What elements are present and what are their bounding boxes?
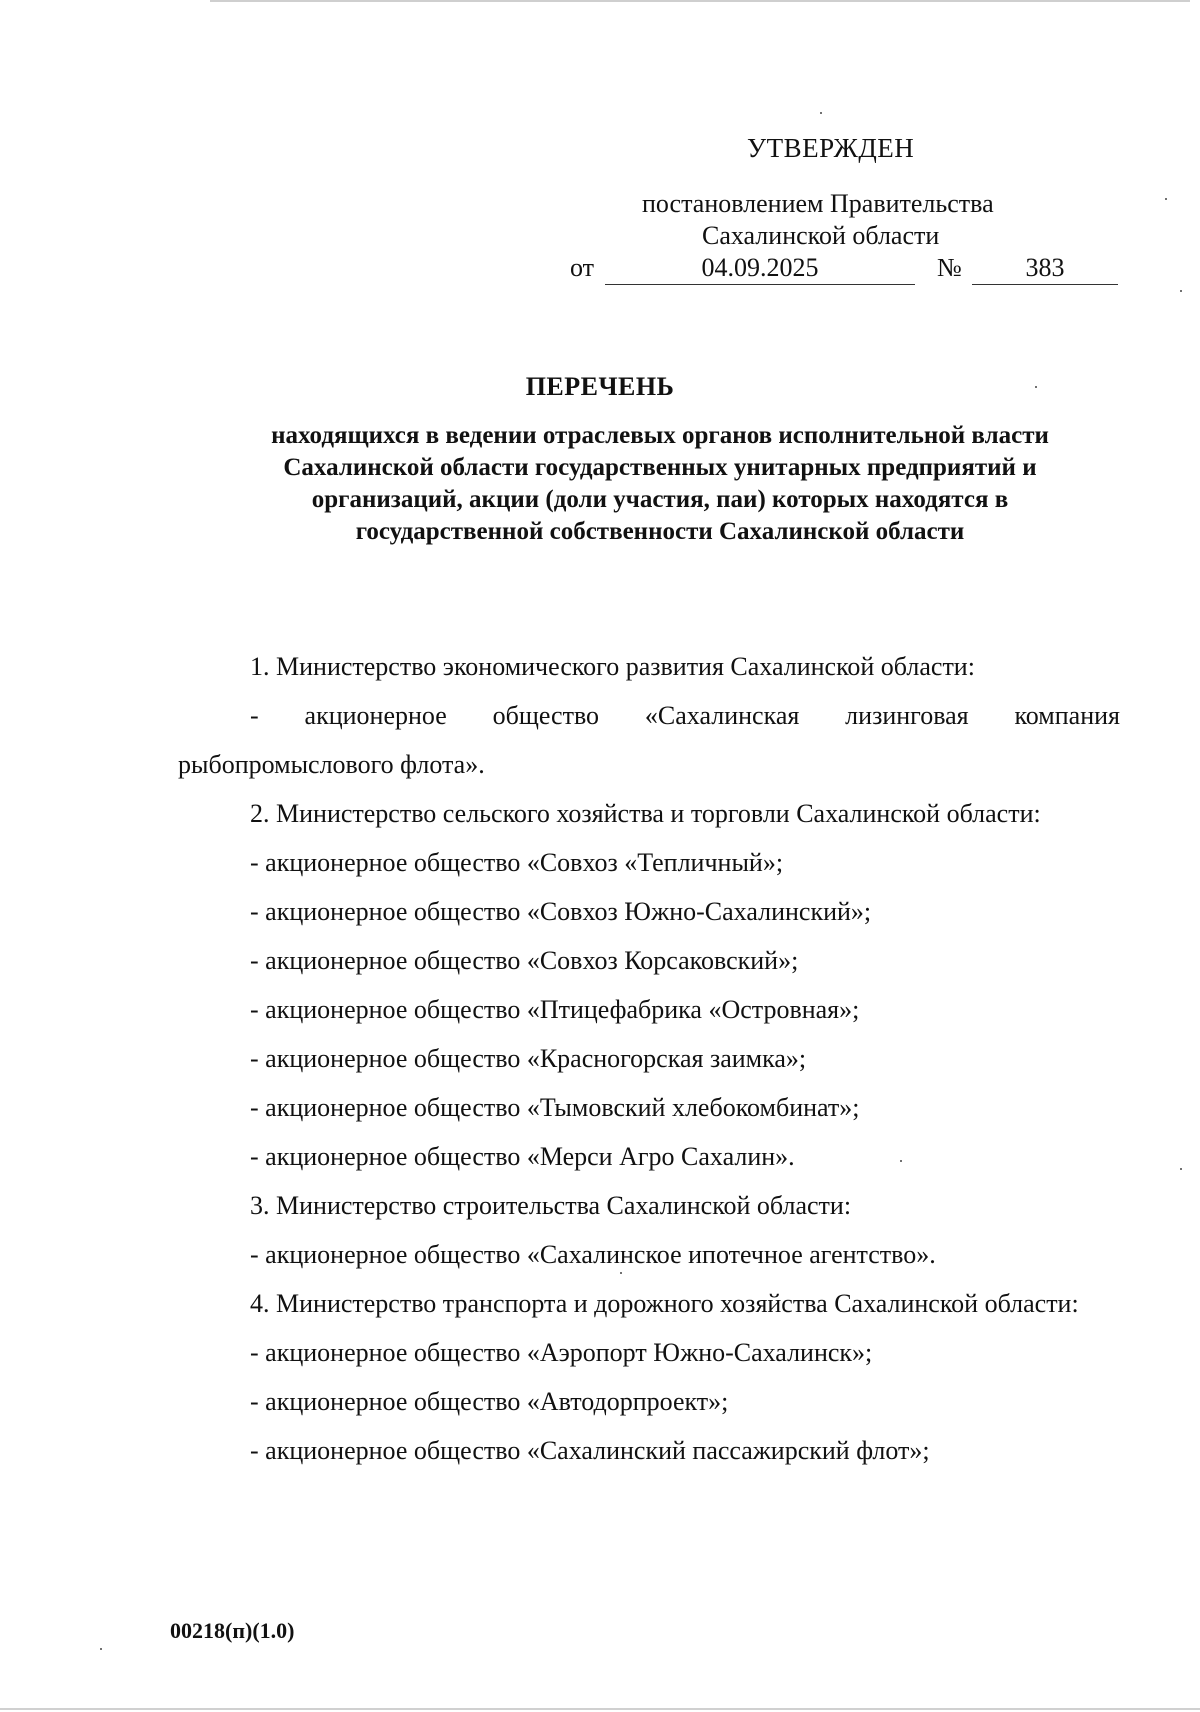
- approval-date: 04.09.2025: [701, 253, 819, 282]
- approval-number-field: [972, 252, 1118, 285]
- list-item: - акционерное общество «Тымовский хлебокомбинат»;: [250, 1093, 860, 1122]
- number-label: №: [937, 253, 962, 282]
- from-label: от: [570, 253, 595, 282]
- scan-speck: [100, 1648, 102, 1650]
- subtitle-line: Сахалинской области государственных унитарных предприятий и: [283, 454, 1037, 481]
- subtitle-line: находящихся в ведении отраслевых органов исполнительной власти: [271, 422, 1049, 449]
- approval-region: Сахалинской области: [702, 221, 940, 250]
- list-item: - акционерное общество «Совхоз «Тепличный»;: [250, 848, 784, 877]
- list-item: - акционерное общество «Аэропорт Южно-Сахалинск»;: [250, 1338, 873, 1367]
- approval-number: 383: [1025, 253, 1065, 282]
- subtitle-line: организаций, акции (доли участия, паи) которых находятся в: [311, 486, 1009, 513]
- list-item: - акционерное общество «Сахалинское ипотечное агентство».: [250, 1240, 936, 1269]
- list-item: - акционерное общество «Автодорпроект»;: [250, 1387, 729, 1416]
- document-subtitle: [160, 420, 1160, 548]
- footer-code: 00218(п)(1.0): [170, 1618, 295, 1643]
- section-heading: 4. Министерство транспорта и дорожного хозяйства Сахалинской области:: [250, 1289, 1079, 1318]
- list-item: - акционерное общество «Красногорская заимка»;: [250, 1044, 807, 1073]
- list-item: - акционерное общество «Совхоз Южно-Сахалинский»;: [250, 897, 872, 926]
- approval-date-row: [560, 252, 1120, 288]
- scan-speck: [1035, 386, 1037, 388]
- document-body: [178, 642, 1120, 1475]
- approval-date-field: [605, 252, 915, 285]
- list-item: - акционерное общество «Мерси Агро Сахалин».: [250, 1142, 795, 1171]
- scan-speck: [1165, 198, 1167, 200]
- section-heading: 2. Министерство сельского хозяйства и торговли Сахалинской области:: [250, 799, 1041, 828]
- scan-speck: [900, 1160, 902, 1162]
- scan-speck: [820, 112, 822, 114]
- scan-top-edge: [210, 0, 1190, 2]
- list-item: - акционерное общество «Птицефабрика «Островная»;: [250, 995, 860, 1024]
- section-heading: 1. Министерство экономического развития Сахалинской области:: [250, 652, 975, 681]
- document-title-text: ПЕРЕЧЕНЬ: [525, 372, 675, 401]
- section-heading: 3. Министерство строительства Сахалинской области:: [250, 1191, 852, 1220]
- scan-speck: [1180, 1168, 1182, 1170]
- list-item: - акционерное общество «Совхоз Корсаковский»;: [250, 946, 799, 975]
- scan-speck: [620, 1272, 622, 1274]
- list-item: - акционерное общество «Сахалинский пассажирский флот»;: [250, 1436, 930, 1465]
- approval-heading: УТВЕРЖДЕН: [747, 133, 915, 163]
- approval-authority: постановлением Правительства: [642, 189, 994, 218]
- scan-speck: [1180, 290, 1182, 292]
- subtitle-line: государственной собственности Сахалинской области: [355, 518, 965, 545]
- scan-bottom-edge: [0, 1708, 1200, 1710]
- list-item: - акционерное общество «Сахалинская лизинговая компания рыбопромыслового флота».: [178, 701, 1120, 779]
